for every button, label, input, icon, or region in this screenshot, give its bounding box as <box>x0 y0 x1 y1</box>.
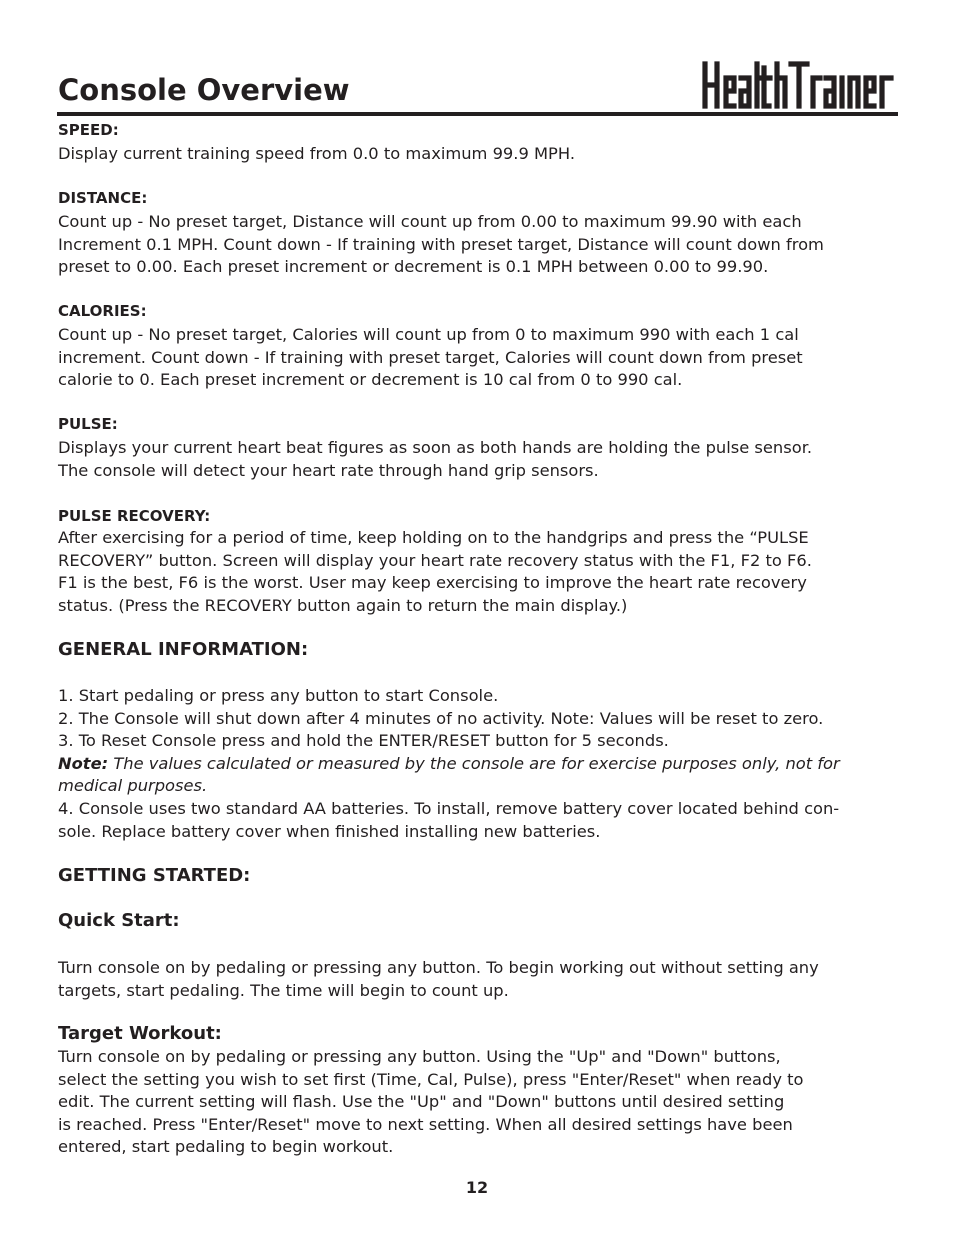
general-information-text <box>58 685 898 843</box>
getting-started-heading: GETTING STARTED: <box>58 865 251 886</box>
speed-label: SPEED: <box>58 121 119 139</box>
quick-start-text: Turn console on by pedaling or pressing any button. To begin working out without setting any targets, start pedaling. The time will begin to count up. <box>58 958 819 1000</box>
general-information-heading: GENERAL INFORMATION: <box>58 639 309 660</box>
target-workout-text: Turn console on by pedaling or pressing any button. Using the "Up" and "Down" buttons, select the setting you wish to set first (Time, Cal, Pulse), press "Enter/Reset" when ready to edit. The current setting will flash. Use the "Up" and "Down" buttons until desired setting is reached. Press "Enter/Reset" move to next setting. When all desired settings have been entered, start pedaling to begin workout. <box>58 1047 804 1157</box>
target-workout-heading: Target Workout: <box>58 1023 222 1044</box>
quick-start-heading: Quick Start: <box>58 910 180 931</box>
pulse-recovery-text: After exercising for a period of time, keep holding on to the handgrips and press the “PULSE RECOVERY” button. Screen will display your heart rate recovery status with the F1, F2 to F6. F1 is the best, F6 is the worst. User may keep exercising to improve the heart rate recovery status. (Press the RECOVERY button again to return the main display.) <box>58 528 812 615</box>
distance-text: Count up - No preset target, Distance will count up from 0.00 to maximum 99.90 with each Increment 0.1 MPH. Count down - If training with preset target, Distance will count down from preset to 0.00. Each preset increment or decrement is 0.1 MPH between 0.00 to 99.90. <box>58 212 824 277</box>
list-item: 4. Console uses two standard AA batteries. To install, remove battery cover located behind con- <box>58 798 840 818</box>
healthtrainer-logo <box>701 60 897 110</box>
speed-text: Display current training speed from 0.0 to maximum 99.9 MPH. <box>58 144 575 163</box>
calories-label: CALORIES: <box>58 302 147 320</box>
note-label: Note: <box>58 753 109 773</box>
list-item: 2. The Console will shut down after 4 minutes of no activity. Note: Values will be reset to zero. <box>58 708 824 728</box>
note-line: medical purposes. <box>58 776 208 796</box>
page-title: Console Overview <box>58 73 350 107</box>
note-line: Note: The values calculated or measured by the console are for exercise purposes only, not for <box>58 753 840 773</box>
pulse-recovery-label: PULSE RECOVERY: <box>58 507 211 525</box>
list-item: 3. To Reset Console press and hold the ENTER/RESET button for 5 seconds. <box>58 731 669 751</box>
distance-label: DISTANCE: <box>58 189 148 207</box>
list-item: sole. Replace battery cover when finished installing new batteries. <box>58 821 601 841</box>
pulse-label: PULSE: <box>58 415 118 433</box>
list-item: 1. Start pedaling or press any button to start Console. <box>58 686 499 705</box>
pulse-text: Displays your current heart beat figures as soon as both hands are holding the pulse sensor. The console will detect your heart rate through hand grip sensors. <box>58 438 813 480</box>
calories-text: Count up - No preset target, Calories will count up from 0 to maximum 990 with each 1 cal increment. Count down - If training with preset target, Calories will count down from preset calorie to 0. Each preset increment or decrement is 10 cal from 0 to 990 cal. <box>58 325 803 390</box>
page-number: 12 <box>465 1178 489 1197</box>
header-rule <box>57 112 898 116</box>
